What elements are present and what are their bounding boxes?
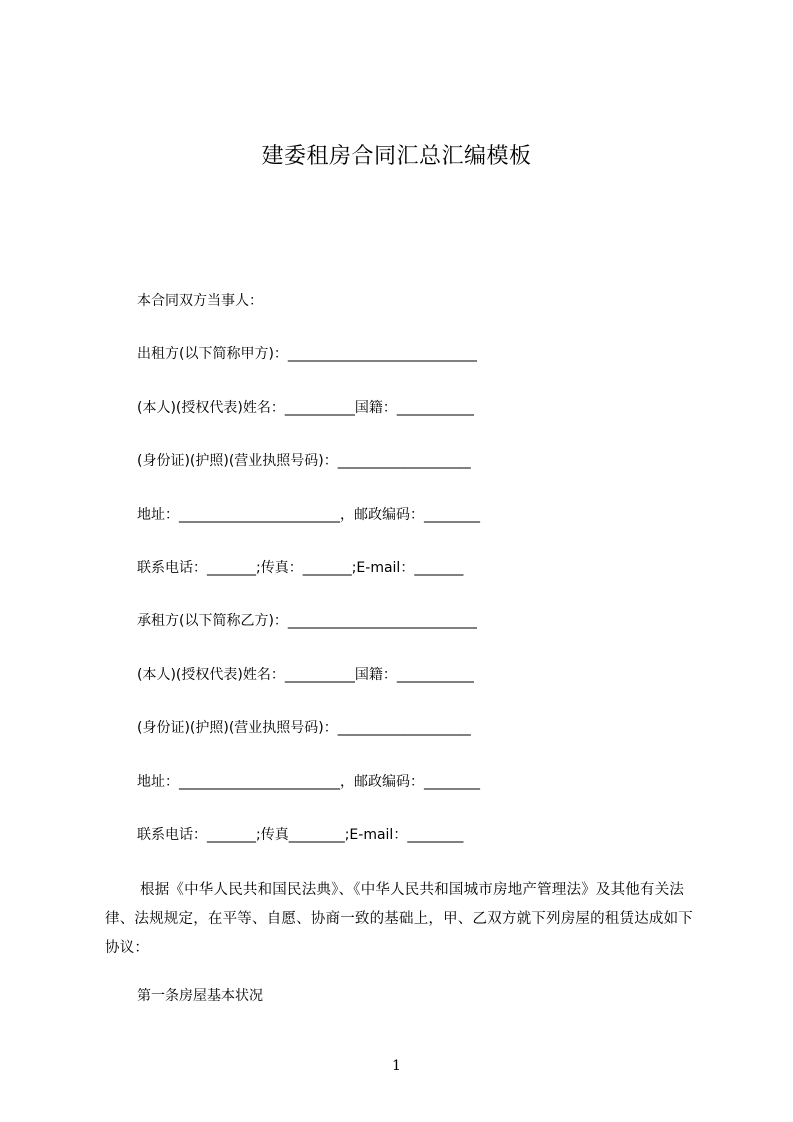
parties-intro-line: 本合同双方当事人： [137, 293, 263, 309]
lessor-name-line: 出租方(以下简称甲方)：___________________________ [137, 346, 477, 362]
lessee-id-line: (身份证)(护照)(营业执照号码)：___________________ [137, 720, 471, 736]
lessor-representative-line: (本人)(授权代表)姓名：__________国籍：___________ [137, 400, 474, 416]
document-title: 建委租房合同汇总汇编模板 [261, 144, 532, 169]
lessor-id-line: (身份证)(护照)(营业执照号码)：___________________ [137, 453, 471, 469]
lessee-representative-line: (本人)(授权代表)姓名：__________国籍：___________ [137, 667, 474, 683]
agreement-paragraph: 根据《中华人民共和国民法典》、《中华人民共和国城市房地产管理法》及其他有关法律、法规规定，在平等、自愿、协商一致的基础上，甲、乙双方就下列房屋的租赁达成如下协议： [105, 882, 693, 956]
lessor-contact-line: 联系电话：_______;传真：_______;E-mail：_______ [137, 560, 464, 576]
lessee-contact-line: 联系电话：_______;传真________;E-mail：________ [137, 827, 464, 843]
lessee-name-line: 承租方(以下简称乙方)：___________________________ [137, 613, 477, 629]
lessor-address-line: 地址：_______________________，邮政编码：________ [137, 507, 480, 523]
page-number: 1 [392, 1058, 401, 1074]
section-heading: 第一条房屋基本状况 [137, 988, 263, 1004]
lessee-address-line: 地址：_______________________，邮政编码：________ [137, 774, 480, 790]
